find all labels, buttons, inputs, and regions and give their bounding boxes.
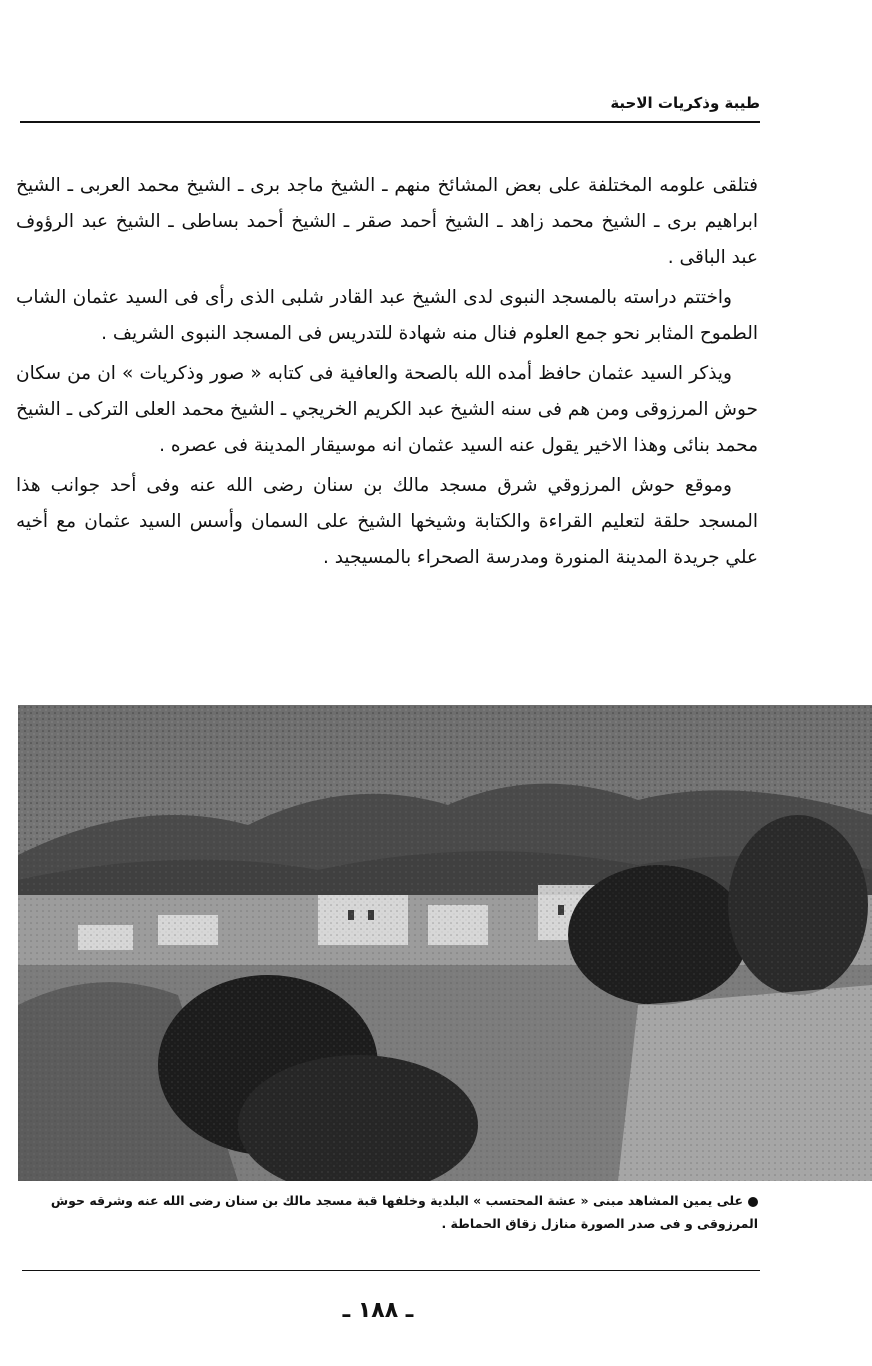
bullet-icon — [748, 1197, 758, 1207]
photo-illustration — [18, 705, 872, 1181]
running-header: طيبة وذكريات الاحبة — [610, 94, 760, 112]
paragraph-4: وموقع حوش المرزوقي شرق مسجد مالك بن سنان رضى الله عنه وفى أحد جوانب هذا المسجد حلقة لتعليم القراءة والكتابة وشيخها الشيخ على السمان وأسس السيد عثمان مع أخيه علي جريدة المدينة المنورة ومدرسة الصحراء بالمسيجيد . — [16, 475, 758, 568]
paragraph-3: ويذكر السيد عثمان حافظ أمده الله بالصحة والعافية فى كتابه « صور وذكريات » ان من سكان حوش المرزوقى ومن هم فى سنه الشيخ عبد الكريم الخريجي ـ الشيخ محمد العلى التركى ـ الشيخ محمد بنائى وهذا الاخير يقول عنه السيد عثمان انه موسيقار المدينة فى عصره . — [16, 363, 758, 456]
page-number: ـ ١٨٨ ـ — [342, 1298, 414, 1323]
footer-rule — [22, 1270, 760, 1271]
header-rule — [20, 121, 760, 123]
caption-text: على يمين المشاهد مبنى « عشة المحتسب » البلدية وخلفها قبة مسجد مالك بن سنان رضى الله عنه وشرقه حوش المرزوقى و فى صدر الصورة منازل زقاق الحماطة . — [50, 1193, 758, 1231]
paragraph-2: واختتم دراسته بالمسجد النبوى لدى الشيخ عبد القادر شلبى الذى رأى فى السيد عثمان الشاب الطموح المثابر نحو جمع العلوم فنال منه شهادة للتدريس فى المسجد النبوى الشريف . — [16, 287, 758, 344]
historical-photo — [18, 705, 872, 1181]
paragraph-1: فتلقى علومه المختلفة على بعض المشائخ منهم ـ الشيخ ماجد برى ـ الشيخ محمد العربى ـ الشيخ ابراهيم برى ـ الشيخ محمد زاهد ـ الشيخ أحمد صقر ـ الشيخ أحمد بساطى ـ الشيخ عبد الرؤوف عبد الباقى . — [16, 175, 758, 268]
photo-caption — [18, 1189, 758, 1235]
body-text — [16, 168, 758, 580]
